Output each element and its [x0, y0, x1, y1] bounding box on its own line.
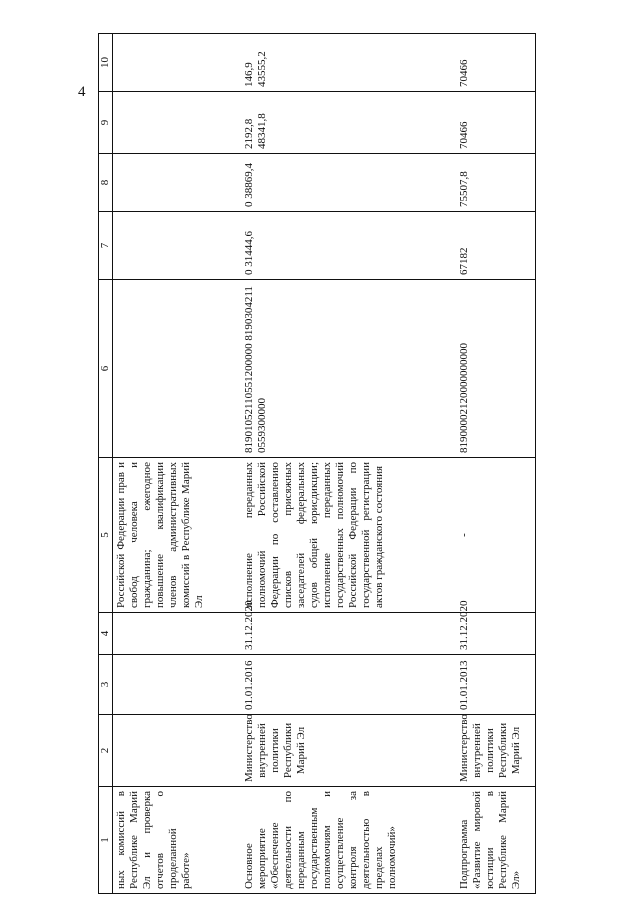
program-table — [98, 33, 536, 894]
column-number: 5 — [99, 458, 113, 613]
page-number: 4 — [78, 84, 86, 100]
cell-amount: 146,9 43555,2 — [241, 34, 456, 92]
cell-amount: 70466 — [456, 92, 536, 154]
column-number: 7 — [99, 212, 113, 280]
column-number: 2 — [99, 715, 113, 787]
cell-name: Подпрограмма «Развитие мировой юстиции в Республике Марий Эл» — [456, 787, 536, 894]
cell-result: - — [456, 458, 536, 613]
cell-end-date — [113, 613, 241, 655]
table-row — [113, 34, 241, 894]
cell-name: ных комиссий в Республике Марий Эл и проверка отчетов о проделанной работе» — [113, 787, 241, 894]
cell-budget-code — [113, 280, 241, 458]
column-number: 3 — [99, 655, 113, 715]
cell-start-date: 01.01.2016 — [241, 655, 456, 715]
column-number: 6 — [99, 280, 113, 458]
cell-budget-code: 81901052110551200000 81903042110559300000 — [241, 280, 456, 458]
table-row — [241, 34, 456, 894]
cell-start-date — [113, 655, 241, 715]
cell-result: Российской Федерации прав и свобод человека и гражданина; ежегодное повышение квалификации членов административных комиссий в Республике Марий Эл — [113, 458, 241, 613]
column-number: 4 — [99, 613, 113, 655]
cell-amount — [113, 212, 241, 280]
column-number: 10 — [99, 34, 113, 92]
cell-end-date: 31.12.2020 — [456, 613, 536, 655]
column-number-row — [99, 34, 113, 894]
cell-amount: 67182 — [456, 212, 536, 280]
column-number: 8 — [99, 154, 113, 212]
cell-amount: 0 31444,6 — [241, 212, 456, 280]
cell-amount — [113, 34, 241, 92]
cell-end-date: 31.12.2020 — [241, 613, 456, 655]
cell-executor: Министерство внутренней политики Республики Марий Эл — [241, 715, 456, 787]
cell-executor: Министерство внутренней политики Республики Марий Эл — [456, 715, 536, 787]
cell-amount: 0 38869,4 — [241, 154, 456, 212]
cell-amount: 2192,8 48341,8 — [241, 92, 456, 154]
cell-amount: 70466 — [456, 34, 536, 92]
column-number: 1 — [99, 787, 113, 894]
cell-name: Основное мероприятие «Обеспечение деятельности по переданным государственным полномочиям и осуществление контроля за деятельностью в пределах полномочий» — [241, 787, 456, 894]
cell-budget-code: 81900002120000000000 — [456, 280, 536, 458]
table-row — [456, 34, 536, 894]
cell-amount: 75507,8 — [456, 154, 536, 212]
cell-result: исполнение переданных полномочий Российской Федерации по составлению списков присяжных заседателей федеральных судов общей юрисдикции; исполнение переданных государственных полномочий Российской Федерации по государственной регистрации актов гражданского состояния — [241, 458, 456, 613]
cell-amount — [113, 92, 241, 154]
cell-executor — [113, 715, 241, 787]
cell-amount — [113, 154, 241, 212]
cell-start-date: 01.01.2013 — [456, 655, 536, 715]
column-number: 9 — [99, 92, 113, 154]
